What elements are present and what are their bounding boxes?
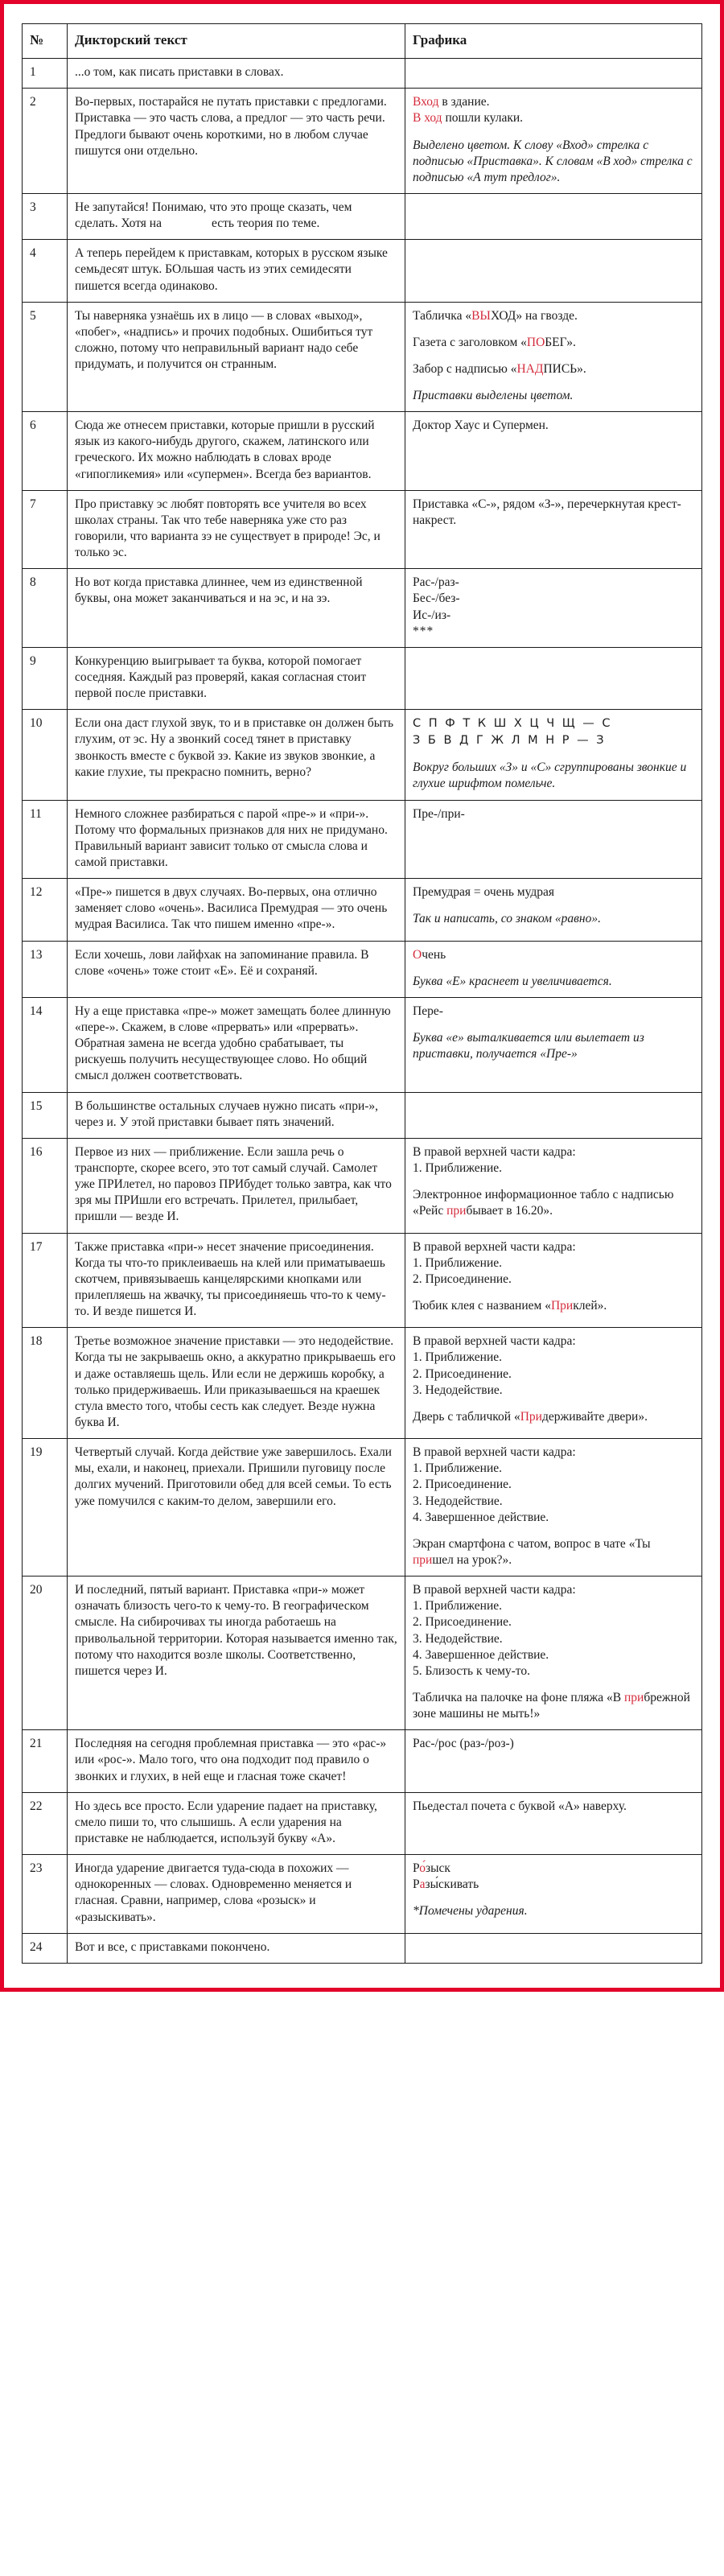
row-number: 14: [23, 997, 68, 1092]
text-run: 1. Приближение.: [413, 1255, 502, 1270]
highlighted-prefix: а: [419, 1877, 426, 1892]
text-run: брежной: [644, 1690, 690, 1704]
highlighted-prefix: ПО: [526, 335, 545, 349]
highlighted-prefix: Вход: [413, 95, 439, 109]
text-run: ХОД: [490, 308, 516, 323]
text-run: двери».: [604, 1409, 648, 1424]
graphics-line: [413, 418, 694, 434]
row-number: 18: [23, 1328, 68, 1439]
table-row: [23, 302, 702, 412]
graphics-note: Буква «Е» краснеет и увеличивается.: [413, 974, 612, 988]
graphics-description: [413, 1004, 694, 1020]
graphics-note: Приставки выделены цветом.: [413, 389, 574, 403]
text-run: 4. Завершенное действие.: [413, 1647, 549, 1662]
text-run: В правой верхней части кадра:: [413, 1334, 576, 1349]
text-run: держивайте: [541, 1409, 605, 1424]
narration-cell: В большинстве остальных случаев нужно писать «при-», через и. У этой приставки бывает пять значений.: [68, 1092, 405, 1138]
column-header-number: №: [23, 24, 68, 59]
text-run: 3. Недодействие.: [413, 1383, 503, 1397]
graphics-line: [413, 1461, 694, 1477]
graphics-cell: [405, 240, 702, 302]
row-number: 11: [23, 800, 68, 879]
narration-cell: Последняя на сегодня проблемная приставка — это «рас-» или «рос-». Мало того, что она подходит под правило о звонких и глухих, в ней еще и гласная тоже скачет!: [68, 1730, 405, 1792]
row-number: 5: [23, 302, 68, 412]
graphics-line: [413, 1333, 694, 1350]
text-run: Р: [413, 1877, 420, 1892]
graphics-cell: [405, 412, 702, 491]
row-number: 9: [23, 647, 68, 709]
narration-cell: А теперь перейдем к приставкам, которых в русском языке семьдесят штук. БОльшая часть из этих семидесяти пишется всегда одинаково.: [68, 240, 405, 302]
graphics-line: [413, 1445, 694, 1461]
graphics-description: [413, 1144, 694, 1177]
text-run: 2. Присоединение.: [413, 1272, 512, 1286]
row-number: 4: [23, 240, 68, 302]
table-row: [23, 412, 702, 491]
graphics-description: [413, 418, 694, 434]
text-run: Не запутайся! Понимаю, что это проще сказать, чем сделать. Хотя на: [75, 200, 352, 231]
highlighted-prefix: при: [446, 1204, 467, 1218]
row-number: 17: [23, 1233, 68, 1328]
row-number: 16: [23, 1138, 68, 1233]
graphics-description: [413, 1298, 694, 1314]
text-run: зы́скивать: [425, 1877, 479, 1892]
row-number: 13: [23, 941, 68, 997]
graphics-line: [413, 1614, 694, 1630]
graphics-cell: [405, 569, 702, 648]
row-number: 10: [23, 710, 68, 800]
graphics-cell: [405, 1439, 702, 1577]
narration-cell: Первое из них — приближение. Если зашла речь о транспорте, скорее всего, это тот самый случай. Самолет уже ПРИлетел, но паровоз ПРИбудет только завтра, как что зря мы ПРИшли его встречать. Прилетел, прилыбает, пришли — везде И.: [68, 1138, 405, 1233]
highlighted-prefix: О: [413, 947, 422, 962]
graphics-line: [413, 1536, 694, 1568]
narration-cell: Про приставку эс любят повторять все учителя во всех школах страны. Так что тебе наверняка уже сто раз говорили, что варианта зэ не существует в природе! Эс, и только эс.: [68, 490, 405, 569]
text-run: 4. Завершенное действие.: [413, 1510, 549, 1524]
graphics-cell: [405, 647, 702, 709]
highlighted-prefix: В ход: [413, 111, 442, 126]
graphics-cell: [405, 941, 702, 997]
text-run: Рас-/рос (раз-/роз-): [413, 1737, 514, 1751]
text-run: Пере-: [413, 1004, 443, 1018]
text-run: Р: [413, 1861, 420, 1876]
graphics-description: [413, 1239, 694, 1288]
narration-cell: И последний, пятый вариант. Приставка «при-» может означать близость чего-то к чему-то. В географическом смысле. На сибирочивах ты иногда работаешь на привольальной территории. Которая называется именно так, потому что находится возле школы. Соответственно, пишется через И.: [68, 1577, 405, 1730]
graphics-cell: [405, 879, 702, 941]
graphics-description: [413, 1409, 694, 1425]
text-run: Табличка «: [413, 308, 472, 323]
text-run: на урок?».: [453, 1552, 512, 1567]
column-header-graphics: Графика: [405, 24, 702, 59]
table-row: [23, 1439, 702, 1577]
graphics-cell: [405, 1092, 702, 1138]
graphics-line: [413, 575, 694, 591]
graphics-description: [413, 715, 694, 749]
graphics-note: Вокруг больших «З» и «С» сгруппированы звонкие и глухие шрифтом помельче.: [413, 760, 687, 791]
graphics-description: [413, 1690, 694, 1722]
table-body: [23, 59, 702, 1964]
narration-cell: Четвертый случай. Когда действие уже завершилось. Ехали мы, ехали, и наконец, приехали. Пришили пуговицу после долгих мучений. Приготовили обед для всей семьи. То есть уже помучился с каким-то делом, завершили его.: [68, 1439, 405, 1577]
graphics-line: [413, 1861, 694, 1877]
highlighted-prefix: о: [419, 1861, 426, 1876]
graphics-cell: [405, 1730, 702, 1792]
text-run: Доктор Хаус и Супермен.: [413, 418, 549, 433]
text-run: З Б В Д Г Ж Л М Н Р — З: [413, 734, 607, 748]
graphics-line: [413, 1494, 694, 1510]
graphics-line: [413, 1663, 694, 1680]
text-run: 3. Недодействие.: [413, 1631, 503, 1646]
table-row: [23, 1577, 702, 1730]
table-row: [23, 941, 702, 997]
graphics-cell: [405, 302, 702, 412]
row-number: 22: [23, 1792, 68, 1854]
graphics-line: [413, 1187, 694, 1219]
graphics-line: [413, 715, 694, 732]
graphics-description: [413, 308, 694, 324]
graphics-line: [413, 1298, 694, 1314]
text-run: Табличка на палочке на фоне пляжа «В: [413, 1690, 624, 1704]
narration-cell: [68, 193, 405, 239]
narration-cell: Но здесь все просто. Если ударение падает на приставку, смело пиши то, что слышишь. А если ударения на приставке не наблюдается, используй букву «А».: [68, 1792, 405, 1854]
graphics-description: [413, 575, 694, 640]
text-run: Пьедестал почета с буквой «А» наверху.: [413, 1799, 627, 1813]
narration-cell: Если хочешь, лови лайфхак на запоминание правила. В слове «очень» тоже стоит «Е». Её и сохраняй.: [68, 941, 405, 997]
text-run: 3. Недодействие.: [413, 1494, 503, 1508]
graphics-description: [413, 1861, 694, 1893]
graphics-description: [413, 947, 694, 963]
text-run: Экран смартфона с чатом, вопрос в чате «Ты: [413, 1536, 651, 1551]
highlighted-prefix: ВЫ: [471, 308, 491, 323]
graphics-line: [413, 1799, 694, 1815]
graphics-line: [413, 1350, 694, 1366]
graphics-description: [413, 1799, 694, 1815]
graphics-description: [413, 361, 694, 377]
narration-cell: Ну а еще приставка «пре-» может замещать более длинную «пере-». Скажем, в слове «прервать» или «прервать». Обратная замена не всегда удобно срабатывает, ты рискуешь получить несуществующее слово. Но общий смысл должен соответствовать.: [68, 997, 405, 1092]
highlighted-prefix: При: [550, 1299, 574, 1313]
text-run: ».: [566, 335, 576, 349]
table-row: [23, 647, 702, 709]
script-table: [22, 23, 702, 1964]
graphics-line: [413, 1004, 694, 1020]
graphics-line: [413, 1510, 694, 1526]
table-row: [23, 997, 702, 1092]
graphics-cell: [405, 490, 702, 569]
graphics-cell: [405, 1138, 702, 1233]
text-run: клей: [573, 1299, 598, 1313]
row-number: 2: [23, 89, 68, 194]
text-run: 2. Присоединение.: [413, 1615, 512, 1630]
graphics-line: [413, 1736, 694, 1752]
graphics-note: Выделено цветом. К слову «Вход» стрелка с подписью «Приставка». К словам «В ход» стрелка с подписью «А тут предлог».: [413, 138, 693, 184]
text-run: В правой верхней части кадра:: [413, 1239, 576, 1254]
graphics-cell: [405, 1233, 702, 1328]
text-run: зоне машины не мыть!»: [413, 1707, 541, 1721]
graphics-line: [413, 1272, 694, 1288]
graphics-description: [413, 94, 694, 126]
graphics-line: [413, 624, 694, 640]
graphics-description: [413, 335, 694, 351]
graphics-line: [413, 1383, 694, 1399]
highlighted-prefix: НАД: [516, 361, 544, 376]
text-run: Дверь с табличкой «: [413, 1409, 520, 1424]
table-row: [23, 710, 702, 800]
graphics-description: [413, 497, 694, 529]
graphics-cell: [405, 997, 702, 1092]
graphics-line: [413, 806, 694, 822]
table-row: [23, 800, 702, 879]
text-run: В правой верхней части кадра:: [413, 1583, 576, 1597]
text-run: бывает: [466, 1204, 504, 1218]
text-run: ́зыск: [425, 1861, 450, 1876]
narration-cell: Вот и все, с приставками покончено.: [68, 1933, 405, 1963]
graphics-line: [413, 1582, 694, 1598]
column-header-narration: Дикторский текст: [68, 24, 405, 59]
row-number: 19: [23, 1439, 68, 1577]
text-run: Пре-/при-: [413, 806, 465, 821]
narration-cell: Третье возможное значение приставки — это недодействие. Когда ты не закрываешь окно, а аккуратно прикрываешь его и даже оставляешь щель. Или если не держишь коробку, а только придерживаешь. Или приказываешься на краешек стула вместо того, чтобы сесть как следует. Везде нужна буква И.: [68, 1328, 405, 1439]
table-row: [23, 1233, 702, 1328]
graphics-description: [413, 1582, 694, 1680]
text-run: 2. Присоединение.: [413, 1478, 512, 1492]
graphics-cell: [405, 193, 702, 239]
graphics-line: [413, 497, 694, 529]
row-number: 15: [23, 1092, 68, 1138]
graphics-note: *Помечены ударения.: [413, 1904, 528, 1919]
table-row: [23, 1138, 702, 1233]
table-row: [23, 1328, 702, 1439]
table-row: [23, 879, 702, 941]
graphics-line: [413, 591, 694, 607]
narration-cell: Конкуренцию выигрывает та буква, которой помогает соседняя. Каждый раз проверяй, какая согласная стоит первой после приставки.: [68, 647, 405, 709]
graphics-line: [413, 732, 694, 749]
narration-cell: «Пре-» пишется в двух случаях. Во-первых, она отлично заменяет слово «очень». Василиса Премудрая — это очень мудрая Василиса. Так что пишем именно «пре-».: [68, 879, 405, 941]
table-row: [23, 89, 702, 194]
narration-cell: ...о том, как писать приставки в словах.: [68, 59, 405, 89]
text-run: Приставка «С-», рядом «З-», перечеркнутая крест-накрест.: [413, 497, 681, 527]
text-run: ».: [597, 1299, 607, 1313]
row-number: 24: [23, 1933, 68, 1963]
graphics-cell: [405, 1328, 702, 1439]
graphics-line: [413, 1239, 694, 1255]
text-run: 1. Приближение.: [413, 1461, 502, 1476]
graphics-description: [413, 1536, 694, 1568]
text-run: Рас-/раз-: [413, 575, 459, 590]
graphics-description: [413, 806, 694, 822]
graphics-description: [413, 884, 694, 901]
graphics-line: [413, 608, 694, 624]
narration-cell: Также приставка «при-» несет значение присоединения. Когда ты что-то приклеиваешь на клей или приматываешь скотчем, привязываешь канцелярскими кнопками или прилепляешь на жвачку, ты присоединяешь что-то к чему-то. И везде пишется И.: [68, 1233, 405, 1328]
table-row: [23, 490, 702, 569]
row-number: 1: [23, 59, 68, 89]
row-number: 20: [23, 1577, 68, 1730]
table-row: [23, 1855, 702, 1934]
graphics-line: [413, 361, 694, 377]
graphics-cell: [405, 710, 702, 800]
row-number: 12: [23, 879, 68, 941]
graphics-line: [413, 947, 694, 963]
text-run: ПИСЬ: [543, 361, 578, 376]
row-number: 6: [23, 412, 68, 491]
graphics-line: [413, 110, 694, 126]
text-run: есть теория по теме.: [211, 216, 320, 231]
row-number: 7: [23, 490, 68, 569]
table-row: [23, 1092, 702, 1138]
table-row: [23, 193, 702, 239]
text-run: ».: [577, 361, 586, 376]
text-run: » на гвозде.: [516, 308, 578, 323]
graphics-cell: [405, 1577, 702, 1730]
row-number: 8: [23, 569, 68, 648]
graphics-line: [413, 1647, 694, 1663]
text-run: В правой верхней части кадра:: [413, 1445, 576, 1460]
table-row: [23, 1933, 702, 1963]
text-run: Забор с надписью «: [413, 361, 517, 376]
text-run: 1. Приближение.: [413, 1161, 502, 1176]
graphics-line: [413, 335, 694, 351]
graphics-line: [413, 94, 694, 110]
table-row: [23, 240, 702, 302]
text-run: ***: [413, 624, 434, 638]
graphics-cell: [405, 1855, 702, 1934]
row-number: 3: [23, 193, 68, 239]
text-run: С П Ф Т К Ш Х Ц Ч Щ — С: [413, 717, 612, 731]
graphics-cell: [405, 89, 702, 194]
table-row: [23, 1792, 702, 1854]
graphics-line: [413, 1366, 694, 1383]
row-number: 21: [23, 1730, 68, 1792]
row-number: 23: [23, 1855, 68, 1934]
graphics-line: [413, 1631, 694, 1647]
text-run: 2. Присоединение.: [413, 1366, 512, 1381]
graphics-description: [413, 1333, 694, 1399]
narration-cell: Иногда ударение двигается туда-сюда в похожих — однокоренных — словах. Одновременно меняется и гласная. Сравни, например, слова «розыск» и «разыскивать».: [68, 1855, 405, 1934]
graphics-line: [413, 1477, 694, 1493]
graphics-line: [413, 1144, 694, 1160]
narration-cell: Если она даст глухой звук, то и в приставке он должен быть глухим, от эс. Ну а звонкий сосед тянет в приставку звонкость вместе с буквой зэ. Какие из звуков звонкие, а какие глухие, ты прекрасно помнить, верно?: [68, 710, 405, 800]
graphics-line: [413, 1877, 694, 1893]
narration-cell: Во-первых, постарайся не путать приставки с предлогами. Приставка — это часть слова, а предлог — это часть речи. Предлоги бывают очень короткими, но в любом случае пишутся они отдельно.: [68, 89, 405, 194]
text-run: Электронное информационное табло с надписью «Рейс: [413, 1188, 674, 1218]
text-run: Премудрая = очень мудрая: [413, 885, 555, 900]
graphics-description: [413, 1445, 694, 1526]
text-run: пошли кулаки.: [442, 111, 524, 126]
graphics-note: Буква «е» выталкивается или вылетает из приставки, получается «Пре-»: [413, 1031, 644, 1061]
highlighted-prefix: При: [520, 1409, 542, 1424]
graphics-line: [413, 1160, 694, 1177]
graphics-note: Так и написать, со знаком «равно».: [413, 912, 601, 926]
table-row: [23, 1730, 702, 1792]
table-row: [23, 569, 702, 648]
text-run: в 16.20».: [503, 1204, 553, 1218]
graphics-line: [413, 1690, 694, 1722]
graphics-description: [413, 1736, 694, 1752]
graphics-line: [413, 1409, 694, 1425]
text-run: Ис-/из-: [413, 608, 451, 622]
text-run: БЕГ: [545, 335, 567, 349]
graphics-cell: [405, 59, 702, 89]
text-run: чень: [422, 947, 446, 962]
graphics-line: [413, 884, 694, 901]
narration-cell: Сюда же отнесем приставки, которые пришли в русский язык из какого-нибудь другого, скажем, латинского или греческого. Их можно наблюдать в словах вроде «гипогликемия» или «супермен». Всегда без вариантов.: [68, 412, 405, 491]
graphics-line: [413, 1598, 694, 1614]
graphics-line: [413, 308, 694, 324]
text-run: Бес-/без-: [413, 591, 460, 606]
text-run: 5. Близость к чему-то.: [413, 1663, 530, 1678]
graphics-line: [413, 1255, 694, 1272]
text-run: Газета с заголовком «: [413, 335, 527, 349]
graphics-description: [413, 1187, 694, 1219]
table-row: [23, 59, 702, 89]
text-run: 1. Приближение.: [413, 1350, 502, 1365]
text-run: 1. Приближение.: [413, 1599, 502, 1614]
narration-cell: Ты наверняка узнаёшь их в лицо — в словах «выход», «побег», «надпись» и прочих подобных. Ошибиться тут сложно, потому что неправильный вариант надо себе придумать, и получится он странным.: [68, 302, 405, 412]
text-run: В правой верхней части кадра:: [413, 1144, 576, 1159]
text-run: шел: [432, 1552, 454, 1567]
highlighted-prefix: при: [413, 1552, 433, 1567]
narration-cell: Но вот когда приставка длиннее, чем из единственной буквы, она может заканчиваться и на эс, и на зэ.: [68, 569, 405, 648]
narration-cell: Немного сложнее разбираться с парой «пре-» и «при-». Потому что формальных признаков для них не придумано. Правильный вариант зависит только от смысла слова и самой приставки.: [68, 800, 405, 879]
graphics-cell: [405, 800, 702, 879]
text-run: Тюбик клея с названием «: [413, 1299, 551, 1313]
graphics-cell: [405, 1933, 702, 1963]
highlighted-prefix: при: [623, 1690, 644, 1704]
table-header-row: [23, 24, 702, 59]
text-run: в здание.: [438, 95, 490, 109]
graphics-cell: [405, 1792, 702, 1854]
